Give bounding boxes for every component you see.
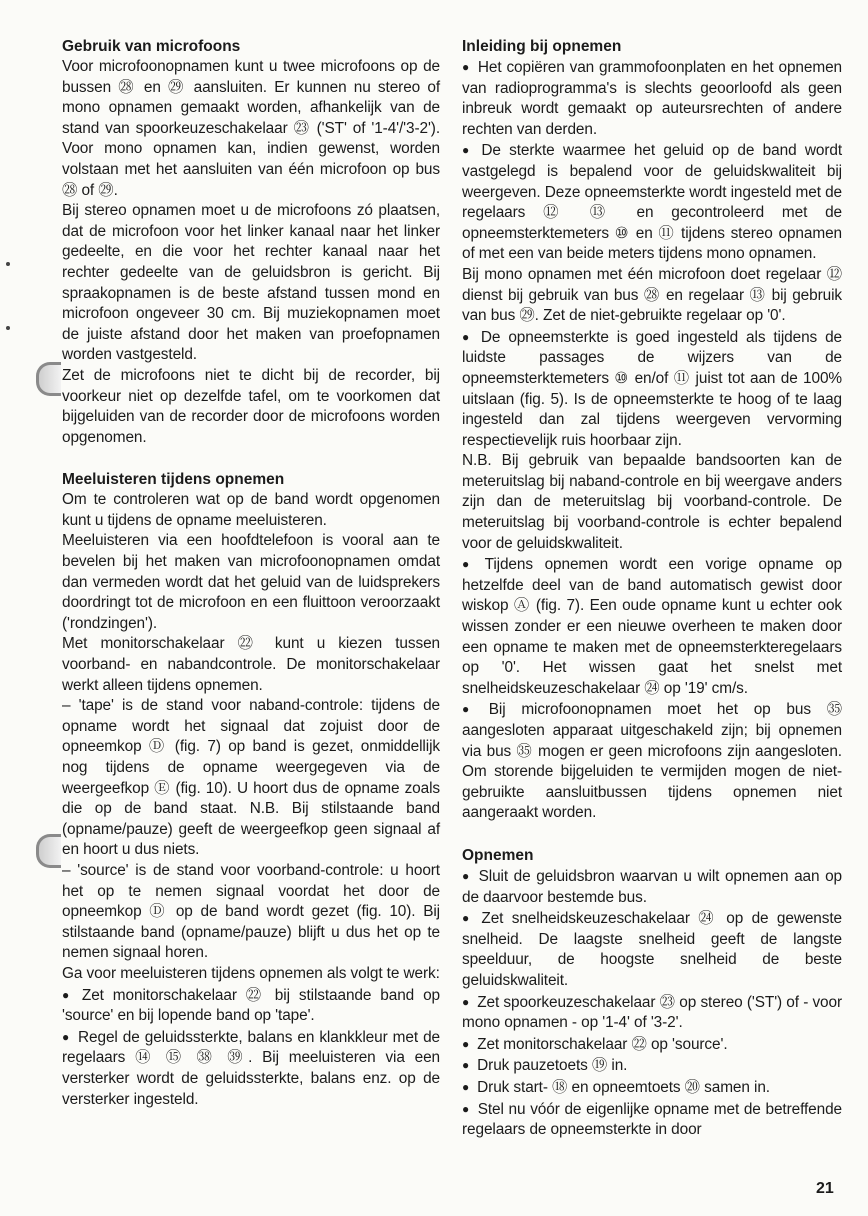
bullet-item: ● De sterkte waarmee het geluid op de band wordt vastgelegd is bepalend voor de geluidskwaliteit bij weergeven. Deze opneemsterkte wordt ingesteld met de regelaars ⑫ ⑬ en gecontroleerd met de opneemsterktemeters ⑩ en ⑪ tijdens stereo opnamen of met een van beide meters tijdens mono opnamen. [462,140,842,265]
paragraph: N.B. Bij gebruik van bepaalde bandsoorten kan de meteruitslag bij naband-controle en bij weergave anders zijn dan de meteruitslag bij voorband-controle. De meteruitslag bij voorband-controle is echter bepalend voor de geluidskwaliteit. [462,452,842,552]
scan-mark [6,326,10,330]
paragraph: Meeluisteren via een hoofdtelefoon is vooral aan te bevelen bij het maken van microfoonopnamen omdat dan vermeden wordt dat het geluid van de luidsprekers doordringt tot de microfoon en een fluittoon veroorzaakt ('rondzingen'). [62,532,440,632]
bullet-item: ● Zet monitorschakelaar ㉒ op 'source'. [462,1034,842,1056]
scan-mark [6,262,10,266]
section-title-inleiding: Inleiding bij opnemen [462,38,622,55]
paragraph: Bij mono opnamen met één microfoon doet regelaar ⑫ dienst bij gebruik van bus ㉘ en regelaar ⑬ bij gebruik van bus ㉙. Zet de niet-gebruikte regelaar op '0'. [462,265,842,325]
section-title-microfoons: Gebruik van microfoons [62,38,241,55]
paragraph: Bij stereo opnamen moet u de microfoons zó plaatsen, dat de microfoon voor het linker kanaal naar het linker gedeelte, en die voor het rechter kanaal naar het rechter gedeelte van de geluidsbron is gericht. Bij spraakopnamen is de beste afstand tussen mond en microfoon ongeveer 30 cm. Bij muziekopnamen moet de juiste afstand door het maken van proefopnamen worden vastgesteld. [62,202,440,364]
bullet-item: ● Sluit de geluidsbron waarvan u wilt opnemen aan op de daarvoor bestemde bus. [462,866,842,908]
section-title-opnemen: Opnemen [462,846,534,864]
bullet-item: ● De opneemsterkte is goed ingesteld als tijdens de luidste passages de wijzers van de opneemsterktemeters ⑩ en/of ⑪ juist tot aan de 100% uitslaan (fig. 5). Is de opneemsterkte te hoog of te laag ingesteld dan zal tijdens weergeven vervorming respectievelijk ruis hoorbaar zijn. [462,327,842,452]
binder-clip-mark [36,362,61,396]
bullet-item: ● Druk pauzetoets ⑲ in. [462,1055,842,1077]
paragraph: Zet de microfoons niet te dicht bij de recorder, bij voorkeur niet op dezelfde tafel, om te voorkomen dat bijgeluiden van de recorder door de microfoons worden opgenomen. [62,366,440,446]
paragraph: Voor microfoonopnamen kunt u twee microfoons op de bussen ㉘ en ㉙ aansluiten. Er kunnen nu stereo of mono opnamen gemaakt worden, afhankelijk van de stand van spoorkeuzeschakelaar ㉓ ('ST' of '1-4'/'3-2'). Voor mono opnamen kan, indien gewenst, worden volstaan met het aansluiten van één microfoon op bus ㉘ of ㉙. [62,58,440,199]
page-number: 21 [816,1180,834,1197]
binder-clip-mark [36,834,61,868]
paragraph: Om te controleren wat op de band wordt opgenomen kunt u tijdens de opname meeluisteren. [62,491,440,529]
bullet-item: ● Zet snelheidskeuzeschakelaar ㉔ op de gewenste snelheid. De laagste snelheid geeft de langste speelduur, de hoogste snelheid de beste geluidskwaliteit. [462,908,842,991]
bullet-item: ● Bij microfoonopnamen moet het op bus ㉟ aangesloten apparaat uitgeschakeld zijn; bij opnemen via bus ㉟ mogen er geen microfoons zijn aangesloten. Om storende bijgeluiden te vermijden mogen de niet-gebruikte aansluitbussen tijdens opnemen niet aangeraakt worden. [462,699,842,824]
paragraph: – 'source' is de stand voor voorband-controle: u hoort het op te nemen signaal voordat het door de opneemkop Ⓓ op de band wordt gezet (fig. 10). Bij stilstaande band (opname/pauze) blijft u dus het op te nemen signaal horen. [62,861,440,962]
left-column [62,36,440,1110]
bullet-item: ● Tijdens opnemen wordt een vorige opname op hetzelfde deel van de band automatisch gewist door wiskop Ⓐ (fig. 7). Een oude opname kunt u echter ook wissen zonder er een nieuwe overheen te maken door een opname te maken met de opneemsterkteregelaars op '0'. Het wissen gaat het snelst met snelheidskeuzeschakelaar ㉔ op '19' cm/s. [462,554,842,699]
bullet-item: ● Stel nu vóór de eigenlijke opname met de betreffende regelaars de opneemsterkte in door [462,1099,842,1141]
paragraph: Met monitorschakelaar ㉒ kunt u kiezen tussen voorband- en nabandcontrole. De monitorschakelaar werkt alleen tijdens opnemen. [62,635,440,694]
bullet-item: ● Het copiëren van grammofoonplaten en het opnemen van radioprogramma's is slechts geoorloofd als geen inbreuk wordt gemaakt op auteursrechten of andere rechten van derden. [462,57,842,140]
paragraph: – 'tape' is de stand voor naband-controle: tijdens de opname wordt het signaal dat zojuist door de opneemkop Ⓓ (fig. 7) op band is gezet, onmiddellijk nog tijdens de opname weergegeven via de weergeefkop Ⓔ (fig. 10). U hoort dus de opname zoals die op de band staat. N.B. Bij stilstaande band (opname/pauze) geeft de weergeefkop geen signaal af en hoort u dus niets. [62,697,440,859]
bullet-item: ● Regel de geluidssterkte, balans en klankkleur met de regelaars ⑭ ⑮ ㊳ ㊴. Bij meeluisteren via een versterker wordt de geluidssterkte, balans enz. op de versterker ingesteld. [62,1027,440,1110]
section-title-meeluisteren: Meeluisteren tijdens opnemen [62,471,285,489]
bullet-item: ● Zet spoorkeuzeschakelaar ㉓ op stereo ('ST') of - voor mono opnamen - op '1-4' of '3-2'. [462,992,842,1034]
paragraph: Ga voor meeluisteren tijdens opnemen als volgt te werk: [62,964,440,982]
right-column [462,36,842,1141]
bullet-item: ● Zet monitorschakelaar ㉒ bij stilstaande band op 'source' en bij lopende band op 'tape'. [62,985,440,1027]
bullet-item: ● Druk start- ⑱ en opneemtoets ⑳ samen in. [462,1077,842,1099]
